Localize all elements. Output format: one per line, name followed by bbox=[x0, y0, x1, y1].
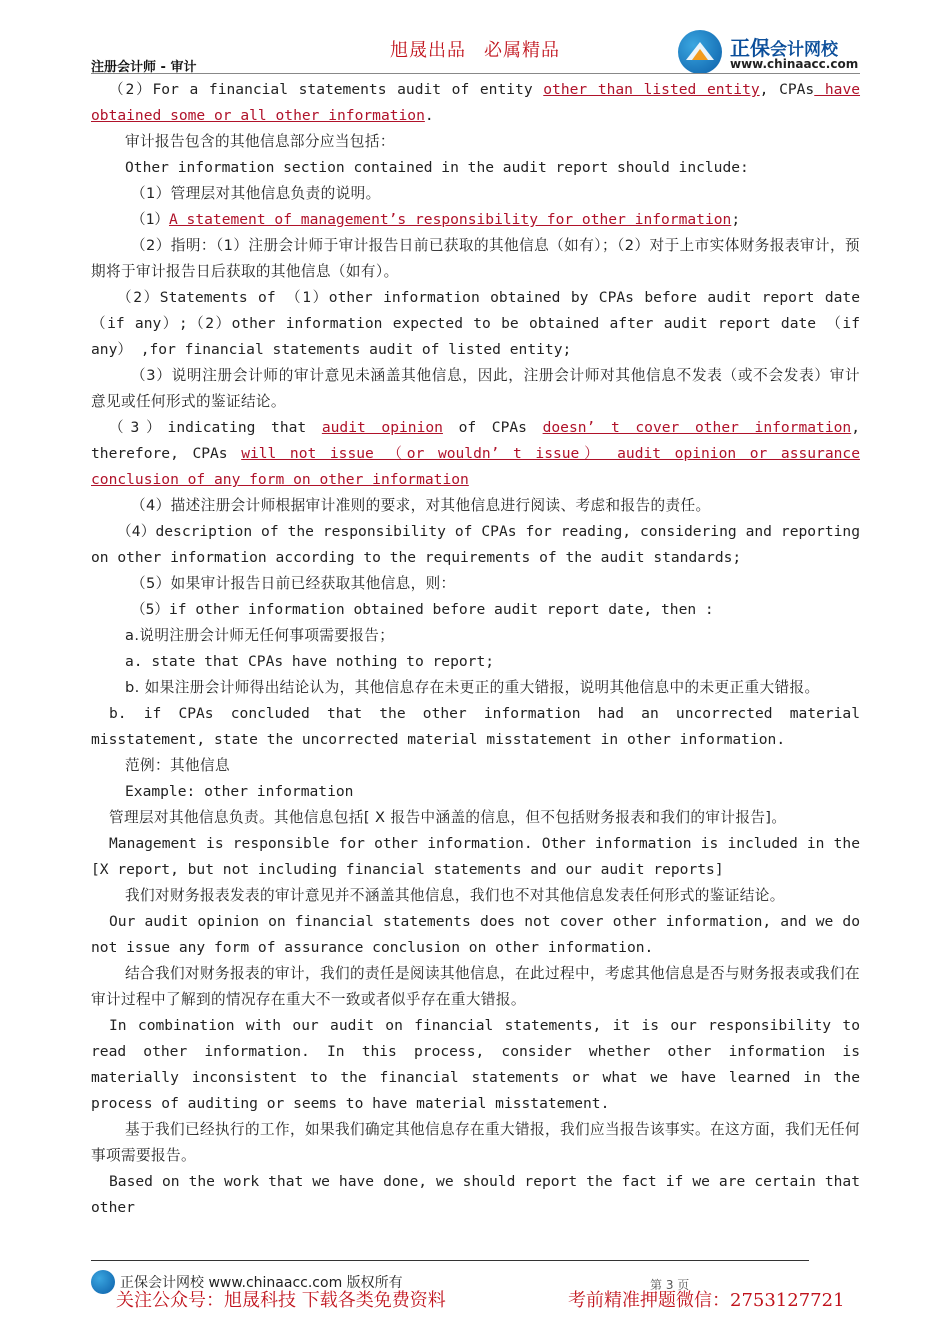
paragraph: Other information section contained in the audit report should include: bbox=[125, 159, 749, 176]
paragraph: （2）指明：（1）注册会计师于审计报告日前已获取的其他信息（如有）；（2）对于上市实体财务报表审计，预期将于审计报告日后获取的其他信息（如有）。 bbox=[91, 237, 860, 280]
paragraph: Example: other information bbox=[125, 783, 354, 800]
document-body bbox=[91, 77, 860, 1221]
paragraph: （5）如果审计报告日前已经获取其他信息，则： bbox=[131, 575, 456, 592]
paragraph: 我们对财务报表发表的审计意见并不涵盖其他信息，我们也不对其他信息发表任何形式的鉴证结论。 bbox=[125, 887, 785, 904]
paragraph: （5）if other information obtained before audit report date, then : bbox=[131, 601, 714, 618]
footer-copyright: 正保会计网校 www.chinaacc.com 版权所有 bbox=[120, 1275, 403, 1291]
paragraph: （3）说明注册会计师的审计意见未涵盖其他信息，因此，注册会计师对其他信息不发表（或不会发表）审计意见或任何形式的鉴证结论。 bbox=[91, 367, 860, 410]
paragraph: In combination with our audit on financial statements, it is our responsibility to read other information. In this process, consider whether other information is materially inconsistent to the financial statements or what we have learned in the process of auditing or seems to have material misstatement. bbox=[91, 1017, 860, 1112]
brand-logo[interactable] bbox=[678, 30, 868, 76]
footer-divider bbox=[91, 1260, 809, 1261]
logo-name: 正保会计网校 bbox=[730, 36, 838, 60]
logo-emblem-icon bbox=[678, 30, 722, 74]
footer-logo-icon bbox=[91, 1270, 115, 1294]
paragraph: b. 如果注册会计师得出结论认为，其他信息存在未更正的重大错报，说明其他信息中的未更正重大错报。 bbox=[125, 679, 820, 696]
slogan-1: 旭晟出品 bbox=[390, 40, 466, 61]
header-course-title: 注册会计师 - 审计 bbox=[91, 60, 197, 75]
paragraph: b. if CPAs concluded that the other information had an uncorrected material misstatement, state the uncorrected material misstatement in other information. bbox=[91, 705, 860, 748]
paragraph: a. state that CPAs have nothing to report; bbox=[125, 653, 495, 670]
paragraph: （4）描述注册会计师根据审计准则的要求，对其他信息进行阅读、考虑和报告的责任。 bbox=[131, 497, 711, 514]
slogan-2: 必属精品 bbox=[484, 40, 560, 61]
paragraph: 基于我们已经执行的工作，如果我们确定其他信息存在重大错报，我们应当报告该事实。在这方面，我们无任何事项需要报告。 bbox=[91, 1121, 860, 1164]
page-number: 第 3 页 bbox=[650, 1278, 690, 1292]
paragraph: 审计报告包含的其他信息部分应当包括： bbox=[125, 133, 395, 150]
paragraph: a.说明注册会计师无任何事项需要报告； bbox=[125, 627, 395, 644]
paragraph: （3）indicating that audit opinion of CPAs doesn’ t cover other information, therefore, CPAs will not issue （or wouldn’ t issue） audit opinion or assurance conclusion of any form on other information bbox=[91, 419, 860, 488]
paragraph: （2）For a financial statements audit of entity other than listed entity, CPAs have obtained some or all other information. bbox=[91, 81, 861, 124]
paragraph: Management is responsible for other information. Other information is included in the [X report, but not including financial statements and our audit reports] bbox=[91, 835, 860, 878]
paragraph: （4）description of the responsibility of CPAs for reading, considering and reporting on other information according to the requirements of the audit standards; bbox=[91, 523, 860, 566]
header-divider bbox=[91, 73, 860, 74]
logo-url: www.chinaacc.com bbox=[730, 57, 859, 71]
paragraph: （2）Statements of （1）other information obtained by CPAs before audit report date （if any）;（2）other information expected to be obtained after audit report date （if any） ,for financial statements audit of listed entity; bbox=[91, 289, 860, 358]
paragraph: 范例：其他信息 bbox=[125, 757, 230, 774]
paragraph: Based on the work that we have done, we should report the fact if we are certain that other bbox=[91, 1173, 860, 1216]
paragraph: （1）A statement of management’s responsibility for other information; bbox=[131, 211, 741, 228]
header-slogan bbox=[390, 36, 560, 62]
footer-promo-left: 关注公众号：旭晟科技 下载各类免费资料 bbox=[116, 1290, 446, 1311]
footer-promo-right: 考前精准押题微信：2753127721 bbox=[568, 1290, 845, 1311]
paragraph: （1）管理层对其他信息负责的说明。 bbox=[131, 185, 381, 202]
paragraph: Our audit opinion on financial statements does not cover other information, and we do not issue any form of assurance conclusion on other information. bbox=[91, 913, 860, 956]
paragraph: 结合我们对财务报表的审计，我们的责任是阅读其他信息，在此过程中，考虑其他信息是否与财务报表或我们在审计过程中了解到的情况存在重大不一致或者似乎存在重大错报。 bbox=[91, 965, 860, 1008]
paragraph: 管理层对其他信息负责。其他信息包括[ X 报告中涵盖的信息，但不包括财务报表和我们的审计报告]。 bbox=[109, 809, 787, 826]
